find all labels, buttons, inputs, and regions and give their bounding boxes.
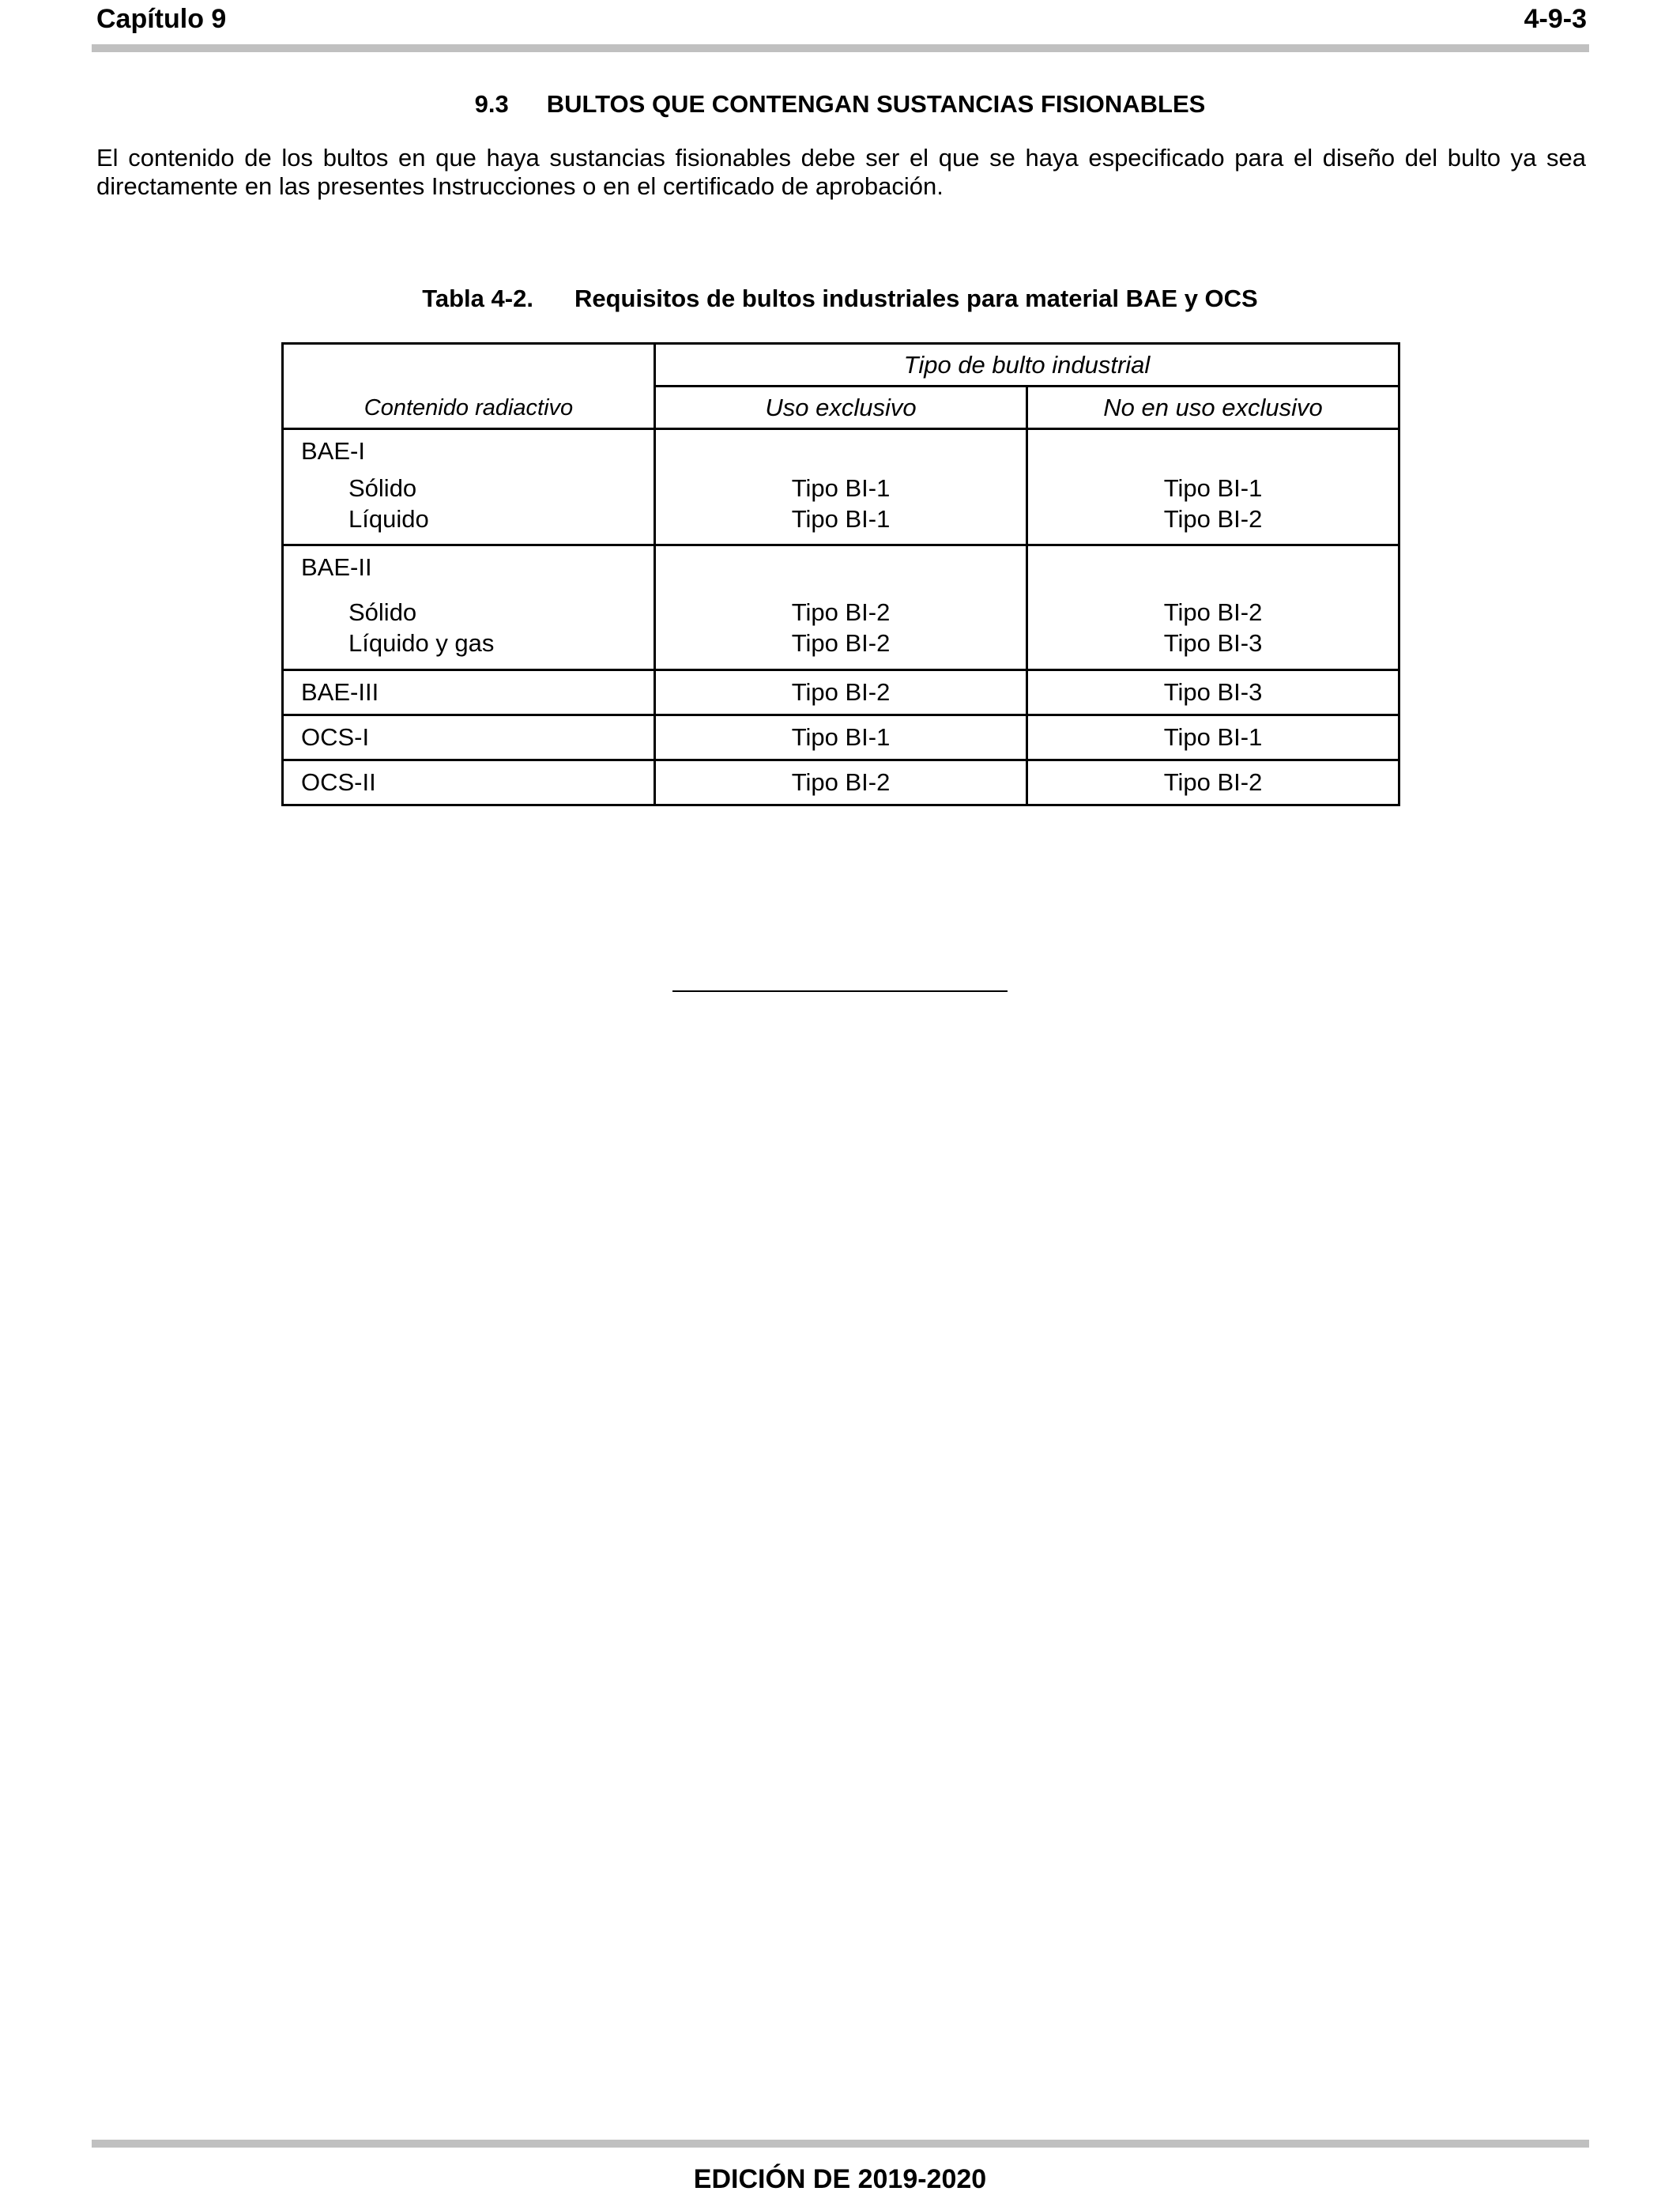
section-heading [0, 89, 1680, 120]
value: Tipo BI-2 [1163, 598, 1263, 626]
value: Tipo BI-3 [1163, 629, 1263, 657]
value: Tipo BI-2 [791, 598, 891, 626]
cell-group-label [283, 545, 655, 670]
cell-non-exclusive [1027, 545, 1399, 670]
table-row-bae-ii [283, 545, 1399, 670]
sub-label: Líquido [348, 505, 429, 533]
sub-label: Líquido y gas [348, 629, 495, 657]
page-number: 4-9-3 [1524, 4, 1587, 34]
footer-rule [92, 2140, 1589, 2148]
table-header-row [283, 344, 1399, 387]
edition-footer: EDICIÓN DE 2019-2020 [693, 2164, 987, 2194]
table-row-bae-iii [283, 670, 1399, 715]
cell-exclusive: Tipo BI-2 [655, 670, 1027, 715]
row-name: BAE-III [283, 670, 655, 715]
table-row-ocs-i [283, 715, 1399, 760]
group-name: BAE-II [301, 553, 372, 581]
cell-exclusive [655, 545, 1027, 670]
table-row-bae-i [283, 429, 1399, 545]
cell-group-label [283, 429, 655, 545]
chapter-label: Capítulo 9 [96, 4, 227, 34]
header-uso-exclusivo: Uso exclusivo [655, 387, 1027, 429]
value: Tipo BI-2 [791, 629, 891, 657]
group-name: BAE-I [301, 437, 365, 465]
cell-non-exclusive: Tipo BI-1 [1027, 715, 1399, 760]
cell-non-exclusive [1027, 429, 1399, 545]
requirements-table [281, 342, 1400, 806]
header-contenido-cell [283, 344, 655, 429]
sub-label: Sólido [348, 598, 417, 626]
body-paragraph: El contenido de los bultos en que haya sustancias fisionables debe ser el que se haya especificado para el diseño del bulto ya sea directamente en las presentes Instrucciones o en el certificado de aprobación. [96, 144, 1586, 200]
table-row-ocs-ii [283, 760, 1399, 805]
cell-exclusive: Tipo BI-1 [655, 715, 1027, 760]
table-caption [0, 283, 1680, 315]
value: Tipo BI-1 [791, 474, 891, 502]
sub-label: Sólido [348, 474, 417, 502]
value: Tipo BI-1 [1163, 474, 1263, 502]
section-title: BULTOS QUE CONTENGAN SUSTANCIAS FISIONABLES [546, 90, 1206, 118]
value: Tipo BI-1 [791, 505, 891, 533]
row-name: OCS-I [283, 715, 655, 760]
table-title: Requisitos de bultos industriales para material BAE y OCS [574, 285, 1258, 312]
table-number: Tabla 4-2. [422, 285, 533, 312]
row-name: OCS-II [283, 760, 655, 805]
cell-exclusive [655, 429, 1027, 545]
header-rule [92, 44, 1589, 52]
value: Tipo BI-2 [1163, 505, 1263, 533]
header-no-exclusivo: No en uso exclusivo [1027, 387, 1399, 429]
section-number: 9.3 [474, 90, 509, 118]
cell-non-exclusive: Tipo BI-2 [1027, 760, 1399, 805]
cell-non-exclusive: Tipo BI-3 [1027, 670, 1399, 715]
header-contenido: Contenido radiactivo [363, 395, 574, 421]
end-separator [672, 990, 1008, 992]
header-group: Tipo de bulto industrial [655, 344, 1399, 387]
cell-exclusive: Tipo BI-2 [655, 760, 1027, 805]
